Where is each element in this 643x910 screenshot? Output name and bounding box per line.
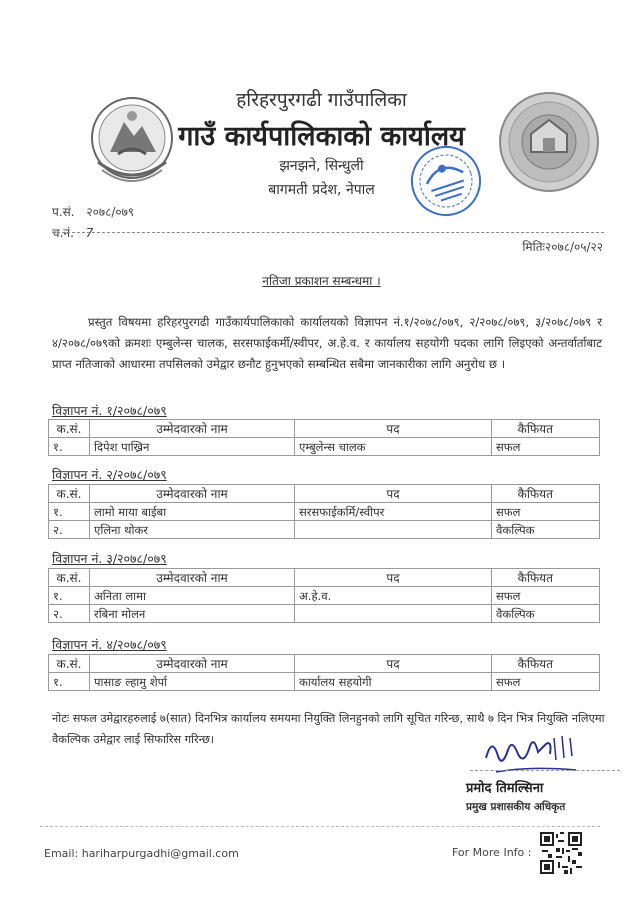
table-header-row: [49, 420, 600, 438]
cell-remarks: सफल: [492, 503, 600, 521]
signatory-name: प्रमोद तिमल्सिना: [466, 781, 544, 796]
advert-1-title: विज्ञापन नं. १/२०७८/०७९: [52, 403, 167, 418]
table-header-row: [49, 485, 600, 503]
ps-value: २०७८/०७९: [86, 205, 135, 219]
advert-4-table: [48, 654, 600, 691]
advert-2-title: विज्ञापन नं. २/२०७८/०७९: [52, 467, 167, 482]
cell-name: दिपेश पाख्रिन: [90, 438, 295, 456]
cell-sn: १.: [49, 587, 90, 605]
cell-name: अनिता लामा: [90, 587, 295, 605]
cell-sn: १.: [49, 503, 90, 521]
advert-3-table: [48, 568, 600, 623]
header-name: उम्मेदवारको नाम: [90, 485, 295, 503]
cn-label: च.नं.: [52, 226, 74, 240]
header-remarks: कैफियत: [492, 655, 600, 673]
cell-post: सरसफाईकर्मि/स्वीपर: [295, 503, 492, 521]
cell-sn: १.: [49, 673, 90, 691]
table-row: [49, 503, 600, 521]
cell-remarks: सफल: [492, 438, 600, 456]
signatory-title: प्रमुख प्रशासकीय अधिकृत: [466, 801, 566, 813]
document-date: मितिः२०७८/०५/२२: [522, 240, 603, 254]
table-row: [49, 673, 600, 691]
cell-post: [295, 521, 492, 539]
cell-post: एम्बुलेन्स चालक: [295, 438, 492, 456]
signature-line: [470, 770, 620, 771]
table-row: [49, 605, 600, 623]
cell-post: अ.हे.व.: [295, 587, 492, 605]
advert-3-title: विज्ञापन नं. ३/२०७८/०७९: [52, 551, 167, 566]
cell-name: रबिना मोलन: [90, 605, 295, 623]
advert-4-title: विज्ञापन नं. ४/२०७८/०७९: [52, 637, 167, 652]
header-post: पद: [295, 420, 492, 438]
header-remarks: कैफियत: [492, 569, 600, 587]
footer-email: Email: hariharpurgadhi@gmail.com: [44, 847, 239, 860]
table-header-row: [49, 655, 600, 673]
advert-1-table: [48, 419, 600, 456]
header-name: उम्मेदवारको नाम: [90, 420, 295, 438]
cell-sn: २.: [49, 521, 90, 539]
header-post: पद: [295, 569, 492, 587]
cell-remarks: वैकल्पिक: [492, 521, 600, 539]
header-remarks: कैफियत: [492, 420, 600, 438]
header-sn: क.सं.: [49, 420, 90, 438]
header-remarks: कैफियत: [492, 485, 600, 503]
header-post: पद: [295, 485, 492, 503]
table-row: [49, 438, 600, 456]
header-name: उम्मेदवारको नाम: [90, 569, 295, 587]
reference-ps: [52, 203, 134, 220]
advert-2-table: [48, 484, 600, 539]
header-sn: क.सं.: [49, 569, 90, 587]
cell-post: कार्यालय सहयोगी: [295, 673, 492, 691]
cell-remarks: सफल: [492, 587, 600, 605]
header-sn: क.सं.: [49, 485, 90, 503]
address-line-1: झनझने, सिन्धुली: [279, 158, 364, 174]
subject-line: नतिजा प्रकाशन सम्बन्धमा ।: [262, 274, 381, 288]
cell-name: पासाङ ल्हामु शेर्पा: [90, 673, 295, 691]
cn-value: 7: [85, 226, 94, 240]
table-row: [49, 521, 600, 539]
table-row: [49, 587, 600, 605]
header-post: पद: [295, 655, 492, 673]
cell-sn: २.: [49, 605, 90, 623]
office-stamp: [407, 142, 485, 220]
footer-divider: [40, 826, 600, 827]
header-name: उम्मेदवारको नाम: [90, 655, 295, 673]
cell-sn: १.: [49, 438, 90, 456]
header-sn: क.सं.: [49, 655, 90, 673]
cell-name: लामो माया बाईबा: [90, 503, 295, 521]
address-line-2: बागमती प्रदेश, नेपाल: [268, 182, 375, 198]
cell-post: [295, 605, 492, 623]
municipality-seal: [497, 90, 601, 194]
municipality-name: हरिहरपुरगढी गाउँपालिका: [236, 89, 407, 111]
header-divider: [52, 232, 604, 233]
nepal-emblem-logo: [88, 92, 176, 184]
cell-remarks: सफल: [492, 673, 600, 691]
qr-code-icon[interactable]: [540, 832, 582, 874]
cell-remarks: वैकल्पिक: [492, 605, 600, 623]
body-paragraph: प्रस्तुत विषयमा हरिहरपुरगढी गाउँकार्यपालिकाको कार्यालयको विज्ञापन नं.१/२०७८/०७९, २/२०७८/०७९, ३/२०७८/०७९ र ४/२०७८/०७९को क्रमशः एम्बुलेन्स चालक, सरसफाईकर्मी/स्वीपर, अ.हे.व. र कार्यालय सहयोगी पदका लागि लिइएको अन्तर्वार्ताबाट प्राप्त नतिजाको आधारमा तपसिलको उमेद्वार छनौट हुनुभएको सम्बन्धित सबैमा जानकारीका लागि अनुरोध छ ।: [52, 315, 602, 371]
cell-name: एलिना थोकर: [90, 521, 295, 539]
office-title: गाउँ कार्यपालिकाको कार्यालय: [178, 121, 465, 152]
footer-more-info: For More Info :: [452, 846, 532, 859]
ps-label: प.सं.: [52, 205, 75, 219]
table-header-row: [49, 569, 600, 587]
note-text: नोटः सफल उमेद्वारहरुलाई ७(सात) दिनभित्र कार्यालय समयमा नियुक्ति लिनहुनको लागि सूचित गरिन्छ, साथै ७ दिन भित्र नियुक्ति नलिएमा वैकल्पिक उमेद्वार लाई सिफारिस गरिन्छ।: [52, 712, 605, 746]
